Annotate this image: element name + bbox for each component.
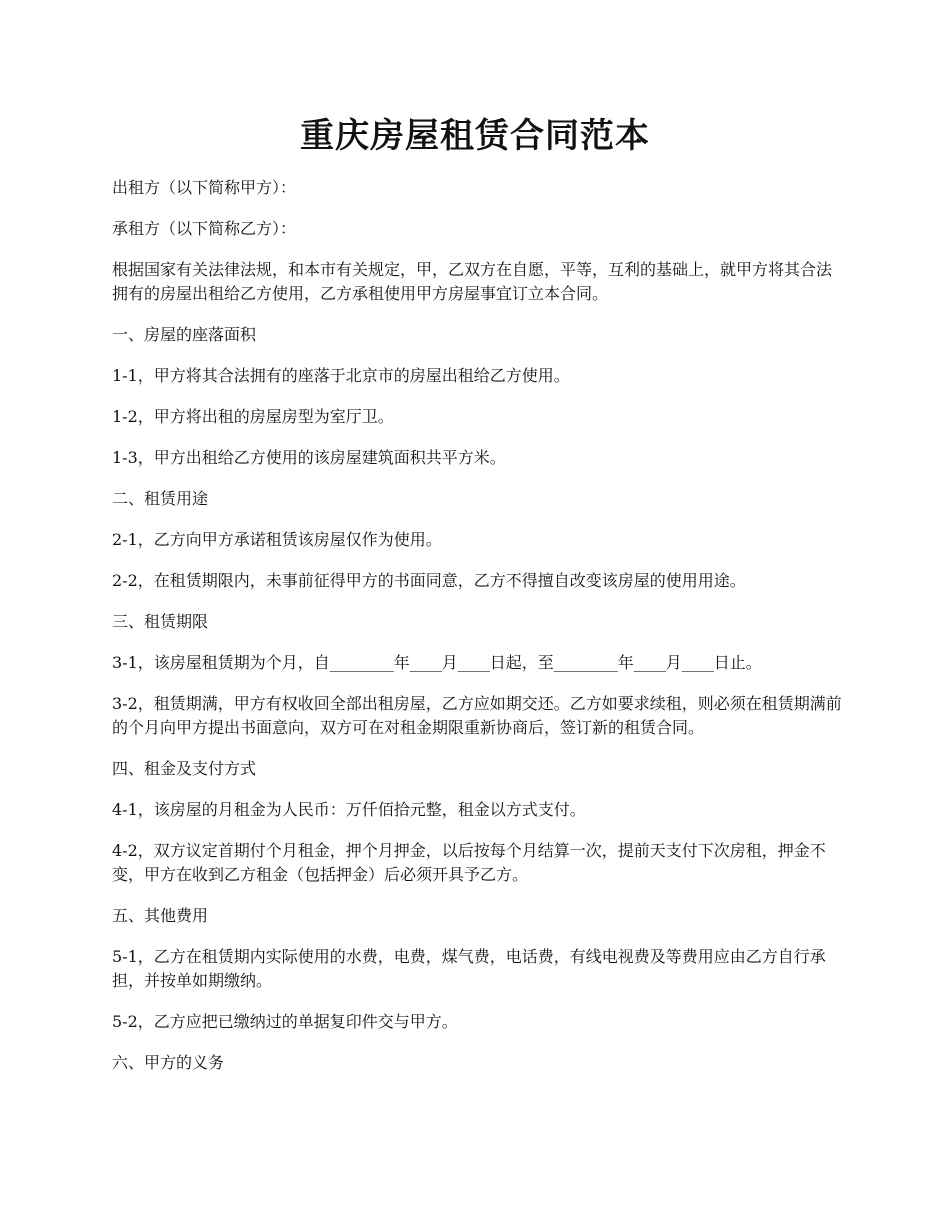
section-heading-2: 二、租赁用途 <box>112 489 209 508</box>
clause-1-2: 1-2，甲方将出租的房屋房型为室厅卫。 <box>112 407 394 426</box>
clause-4-1: 4-1，该房屋的月租金为人民币：万仟佰拾元整，租金以方式支付。 <box>112 800 586 819</box>
party-b-line: 承租方（以下简称乙方）： <box>112 219 297 238</box>
clause-5-1: 5-1，乙方在租赁期内实际使用的水费，电费，煤气费，电话费，有线电视费及等费用应由乙方自行承担，并按单如期缴纳。 <box>112 947 826 990</box>
section-heading-3: 三、租赁期限 <box>112 612 209 631</box>
clause-3-1: 3-1，该房屋租赁期为个月，自________年____月____日起，至________年____月____日止。 <box>112 653 762 672</box>
clause-4-2: 4-2，双方议定首期付个月租金，押个月押金，以后按每个月结算一次，提前天支付下次房租，押金不变，甲方在收到乙方租金（包括押金）后必须开具予乙方。 <box>112 841 826 884</box>
party-a-line: 出租方（以下简称甲方）： <box>112 178 297 197</box>
clause-2-1: 2-1，乙方向甲方承诺租赁该房屋仅作为使用。 <box>112 530 442 549</box>
clause-1-1: 1-1，甲方将其合法拥有的座落于北京市的房屋出租给乙方使用。 <box>112 366 570 385</box>
clause-5-2: 5-2，乙方应把已缴纳过的单据复印件交与甲方。 <box>112 1012 458 1031</box>
clause-1-3: 1-3，甲方出租给乙方使用的该房屋建筑面积共平方米。 <box>112 448 506 467</box>
document-body <box>112 176 842 1092</box>
clause-3-2: 3-2，租赁期满，甲方有权收回全部出租房屋，乙方应如期交还。乙方如要求续租，则必须在租赁期满前的个月向甲方提出书面意向，双方可在对租金期限重新协商后，签订新的租赁合同。 <box>112 694 842 737</box>
section-heading-1: 一、房屋的座落面积 <box>112 325 257 344</box>
page-title: 重庆房屋租赁合同范本 <box>300 116 650 156</box>
clause-2-2: 2-2，在租赁期限内，未事前征得甲方的书面同意，乙方不得擅自改变该房屋的使用用途。 <box>112 571 746 590</box>
preamble-paragraph: 根据国家有关法律法规，和本市有关规定，甲，乙双方在自愿，平等，互利的基础上，就甲方将其合法拥有的房屋出租给乙方使用，乙方承租使用甲方房屋事宜订立本合同。 <box>112 260 833 303</box>
section-heading-4: 四、租金及支付方式 <box>112 759 257 778</box>
section-heading-5: 五、其他费用 <box>112 906 209 925</box>
section-heading-6: 六、甲方的义务 <box>112 1053 225 1072</box>
